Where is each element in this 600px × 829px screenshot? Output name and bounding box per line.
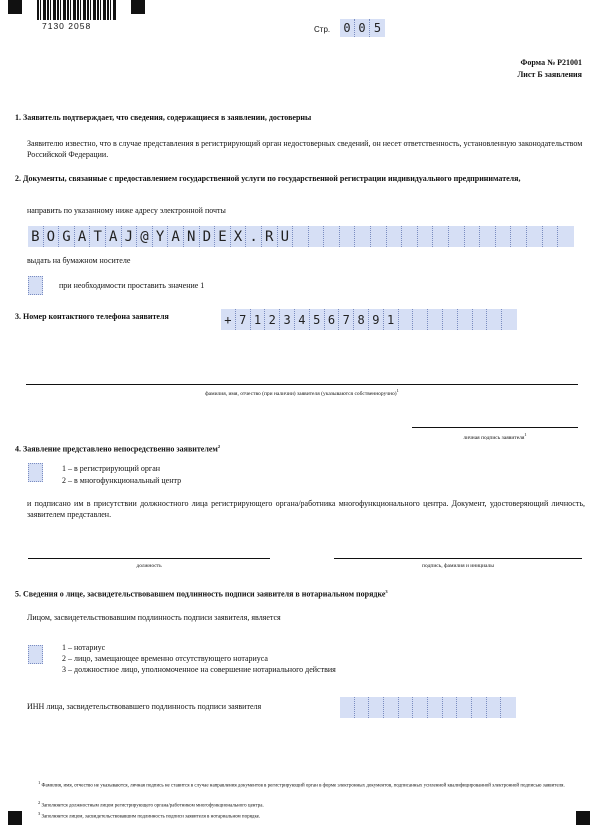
inn-char-cell [501, 697, 516, 718]
sheet-title: Лист Б заявления [517, 70, 582, 79]
phone-char-cell: 7 [236, 309, 251, 330]
paper-hint: при необходимости проставить значение 1 [59, 281, 205, 290]
phone-char-cell [487, 309, 502, 330]
name-caption: фамилия, имя, отчество (при наличии) заявителя (указываются собственноручно)$^1$ [205, 388, 399, 397]
email-char-cell: Y [153, 226, 169, 247]
phone-char-cell: 9 [369, 309, 384, 330]
email-char-cell [371, 226, 387, 247]
email-char-cell [433, 226, 449, 247]
email-char-cell: O [44, 226, 60, 247]
inn-char-cell [487, 697, 502, 718]
email-char-cell: D [200, 226, 216, 247]
corner-marker-top-right [131, 0, 145, 14]
corner-marker-bottom-right [576, 811, 590, 825]
submission-option-2: 2 – в многофункциональный центр [62, 476, 182, 485]
phone-char-cell: 1 [384, 309, 399, 330]
phone-char-cell: 6 [325, 309, 340, 330]
submission-option-1: 1 – в регистрирующий орган [62, 464, 161, 473]
inn-char-cell [355, 697, 370, 718]
email-char-cell: R [262, 226, 278, 247]
personal-signature-caption: личная подпись заявителя$^1$ [463, 432, 527, 441]
email-char-cell [543, 226, 559, 247]
form-number: Форма № Р21001 [520, 58, 582, 67]
phone-char-cell: 1 [251, 309, 266, 330]
paper-copy-checkbox[interactable] [28, 276, 43, 295]
email-char-cell [402, 226, 418, 247]
inn-label: ИНН лица, засвидетельствовавшего подлинность подписи заявителя [27, 702, 262, 711]
corner-marker-bottom-left [8, 811, 22, 825]
barcode [37, 0, 117, 20]
phone-char-cell: 8 [354, 309, 369, 330]
email-char-cell [309, 226, 325, 247]
section-5-title: 5. Сведения о лице, засвидетельствовавшем подлинность подписи заявителя в нотариальном порядке$^3$ [15, 589, 388, 599]
page-digit: 0 [340, 19, 355, 37]
official-signature-caption: подпись, фамилия и инициалы [422, 563, 494, 569]
official-signature-line [334, 558, 582, 559]
email-char-cell [511, 226, 527, 247]
phone-char-cell: 7 [339, 309, 354, 330]
section-5-intro: Лицом, засвидетельствовавшим подлинность подписи заявителя, является [27, 613, 281, 622]
corner-marker-top-left [8, 0, 22, 14]
phone-char-cell [502, 309, 517, 330]
section-1-title: 1. Заявитель подтверждает, что сведения, содержащиеся в заявлении, достоверны [15, 113, 312, 122]
email-char-cell: G [59, 226, 75, 247]
phone-char-cell: 4 [295, 309, 310, 330]
phone-char-cell [443, 309, 458, 330]
email-field[interactable] [28, 226, 574, 247]
phone-char-cell: + [221, 309, 236, 330]
phone-char-cell [458, 309, 473, 330]
phone-char-cell [399, 309, 414, 330]
notary-type-checkbox[interactable] [28, 645, 43, 664]
phone-char-cell: 5 [310, 309, 325, 330]
email-char-cell [387, 226, 403, 247]
email-char-cell: . [246, 226, 262, 247]
email-char-cell: A [106, 226, 122, 247]
inn-char-cell [384, 697, 399, 718]
email-char-cell [496, 226, 512, 247]
email-char-cell [355, 226, 371, 247]
email-char-cell: T [90, 226, 106, 247]
email-char-cell: B [28, 226, 44, 247]
personal-signature-line [412, 427, 578, 428]
email-char-cell: J [122, 226, 138, 247]
inn-field[interactable] [340, 697, 516, 718]
page-digit: 0 [355, 19, 370, 37]
email-char-cell [293, 226, 309, 247]
inn-char-cell [413, 697, 428, 718]
inn-char-cell [340, 697, 355, 718]
email-char-cell [449, 226, 465, 247]
email-label: направить по указанному ниже адресу электронной почты [27, 206, 226, 215]
inn-char-cell [369, 697, 384, 718]
email-char-cell: U [278, 226, 294, 247]
email-char-cell [465, 226, 481, 247]
section-3-title: 3. Номер контактного телефона заявителя [15, 312, 169, 321]
email-char-cell [418, 226, 434, 247]
name-signature-line [26, 384, 578, 385]
email-char-cell: A [168, 226, 184, 247]
submission-place-checkbox[interactable] [28, 463, 43, 482]
barcode-number: 7130 2058 [42, 21, 92, 31]
position-line [28, 558, 270, 559]
email-char-cell [480, 226, 496, 247]
email-char-cell [527, 226, 543, 247]
section-4-title: 4. Заявление представлено непосредственно заявителем$^2$ [15, 444, 221, 454]
phone-char-cell [428, 309, 443, 330]
email-char-cell: E [215, 226, 231, 247]
email-char-cell: N [184, 226, 200, 247]
page-digit: 5 [373, 21, 382, 35]
position-caption: должность [136, 563, 162, 569]
phone-char-cell [473, 309, 488, 330]
section-2-title: 2. Документы, связанные с предоставлением государственной услуги по государственной регистрации индивидуального предпринимателя, [15, 174, 521, 183]
notary-option-1: 1 – нотариус [62, 643, 106, 652]
paper-label: выдать на бумажном носителе [27, 256, 131, 265]
email-char-cell: @ [137, 226, 153, 247]
email-char-cell: A [75, 226, 91, 247]
inn-char-cell [399, 697, 414, 718]
inn-char-cell [472, 697, 487, 718]
phone-field[interactable] [221, 309, 517, 330]
email-char-cell [340, 226, 356, 247]
email-char-cell [324, 226, 340, 247]
inn-char-cell [428, 697, 443, 718]
footnote-2: $^2$ Заполняется должностным лицом регистрирующего органа/работником многофункционального центра. [38, 800, 264, 809]
notary-option-3: 3 – должностное лицо, уполномоченное на совершение нотариального действия [62, 665, 336, 674]
phone-char-cell: 3 [280, 309, 295, 330]
inn-char-cell [457, 697, 472, 718]
phone-char-cell: 2 [265, 309, 280, 330]
footnote-3: $^3$ Заполняется лицом, засвидетельствовавшим подлинность подписи заявителя в нотариальном порядке. [38, 811, 261, 820]
email-char-cell: X [231, 226, 247, 247]
section-1-text: Заявителю известно, что в случае представления в регистрирующий орган недостоверных сведений, он несет ответственность, установленную законодательством Российской Федерации. [27, 139, 583, 159]
page-number-field[interactable] [340, 19, 385, 37]
page-label: Стр. [314, 25, 331, 34]
phone-char-cell [413, 309, 428, 330]
inn-char-cell [443, 697, 458, 718]
section-4-text: и подписано им в присутствии должностного лица регистрирующего органа/работника многофункционального центра. Документ, удостоверяющий личность, заявителем представлен. [27, 499, 585, 519]
footnote-1: $^1$ Фамилия, имя, отчество не указываются, личная подпись не ставится в случае направления документов в регистрирующий орган в форме электронных документов, подписанных усиленной квалифицированной электронной подписью заявителя. [38, 780, 565, 789]
email-char-cell [558, 226, 574, 247]
notary-option-2: 2 – лицо, замещающее временно отсутствующего нотариуса [62, 654, 268, 663]
